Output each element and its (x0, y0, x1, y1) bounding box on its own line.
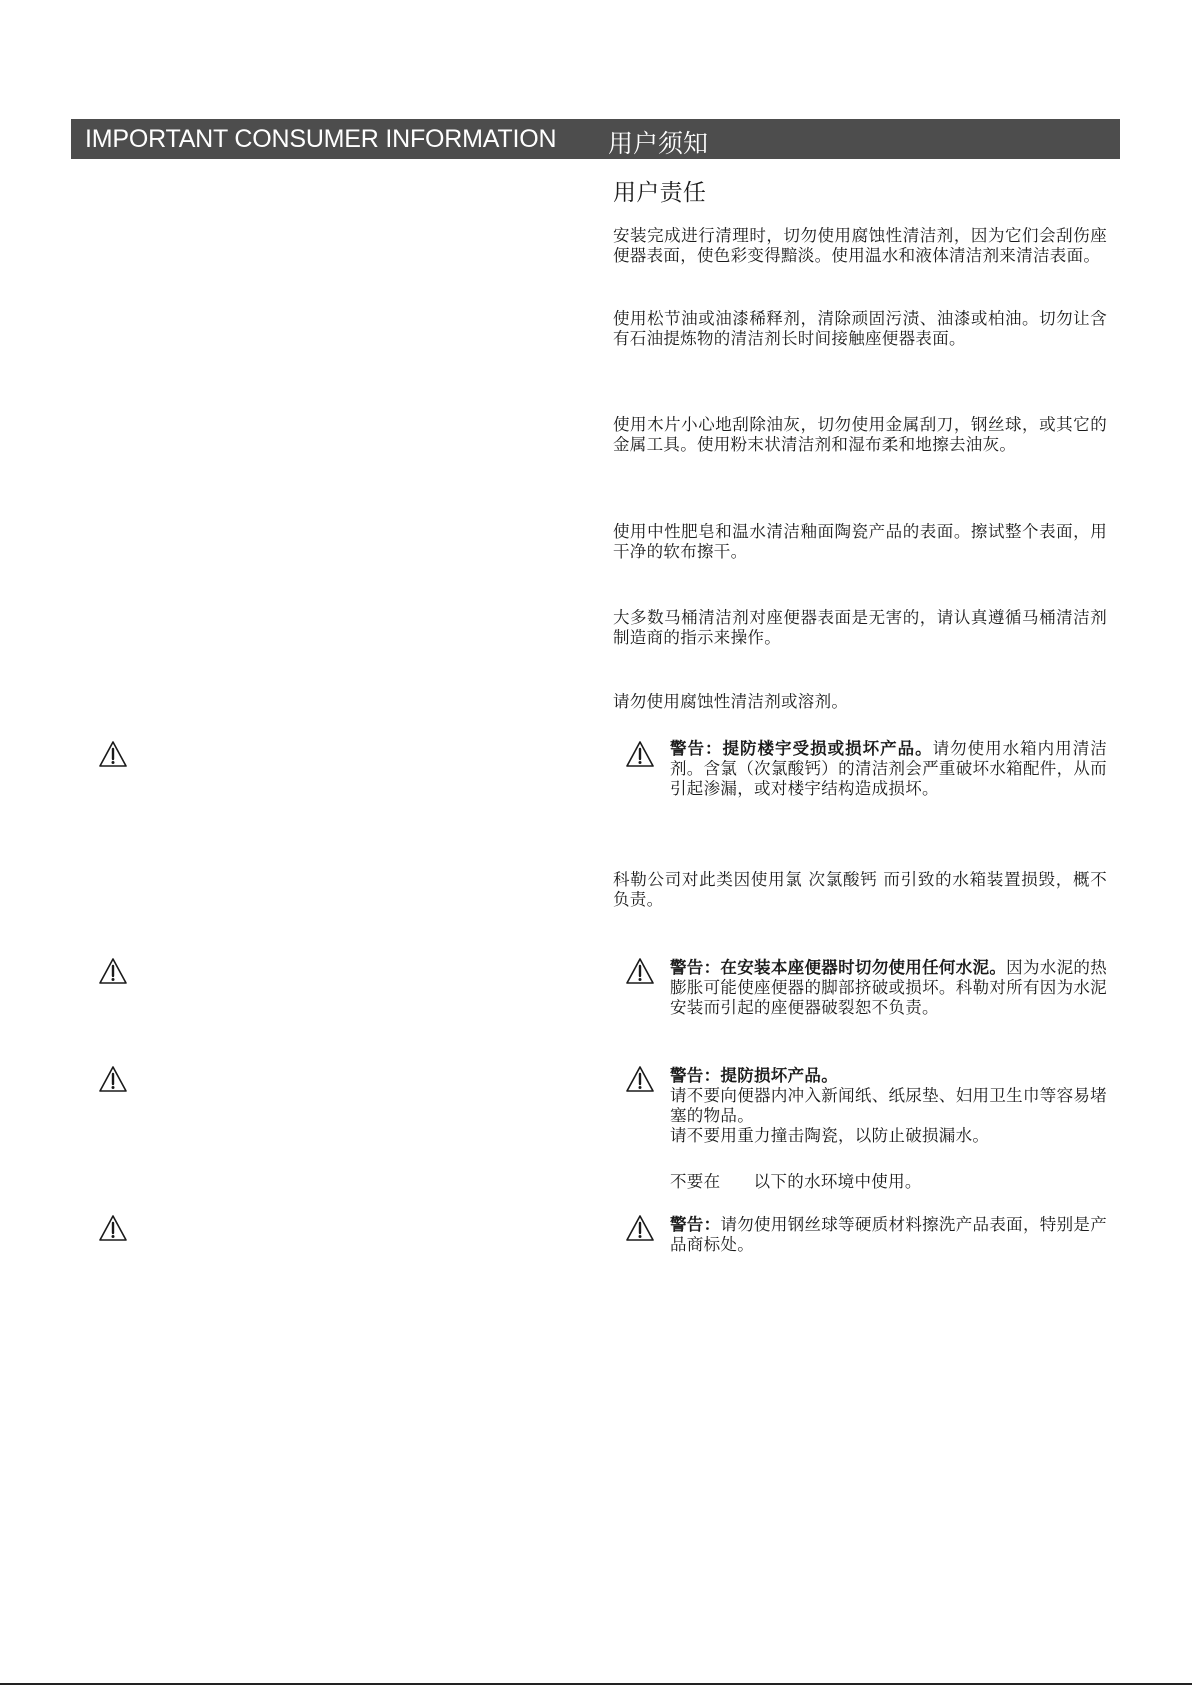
warning-line-temperature: 不要在 以下的水环境中使用。 (670, 1172, 922, 1191)
paragraph-cleaning: 安装完成进行清理时，切勿使用腐蚀性清洁剂，因为它们会刮伤座便器表面，使色彩变得黯淡。使用温水和液体清洁剂来清洁表面。 (613, 226, 1107, 265)
warning-building-damage (670, 739, 1107, 799)
warning-triangle-icon (98, 1065, 128, 1093)
warning-body: 因为水泥的热膨胀可能使座便器的脚部挤破或损坏。科勒对所有因为水泥安装而引起的座便器破裂恕不负责。 (670, 958, 1107, 1017)
warning-no-steel-wool (670, 1215, 1107, 1255)
header-title-en: IMPORTANT CONSUMER INFORMATION (85, 125, 557, 153)
warning-title: 警告：提防楼宇受损或损坏产品。 (670, 739, 933, 758)
warning-title: 警告：在安装本座便器时切勿使用任何水泥。 (670, 958, 1007, 977)
warning-title: 警告：提防损坏产品。 (670, 1066, 838, 1085)
warning-product-damage (670, 1066, 1107, 1146)
warning-triangle-icon (98, 740, 128, 768)
disclaimer-text: 科勒公司对此类因使用氯 次氯酸钙 而引致的水箱装置损毁，概不负责。 (613, 870, 1107, 909)
paragraph-no-abrasives: 请勿使用腐蚀性清洁剂或溶剂。 (613, 692, 849, 711)
paragraph-toilet-cleaner: 大多数马桶清洁剂对座便器表面是无害的，请认真遵循马桶清洁剂制造商的指示来操作。 (613, 608, 1107, 647)
warning-triangle-icon (625, 1065, 655, 1093)
warning-no-cement (670, 958, 1107, 1018)
warning-triangle-icon (98, 957, 128, 985)
warning-triangle-icon (98, 1214, 128, 1242)
paragraph-putty: 使用木片小心地刮除油灰，切勿使用金属刮刀，钢丝球，或其它的金属工具。使用粉末状清洁剂和湿布柔和地擦去油灰。 (613, 415, 1107, 454)
warning-body: 请勿使用水箱内用清洁剂。含氯（次氯酸钙）的清洁剂会严重破坏水箱配件，从而引起渗漏，或对楼宇结构造成损坏。 (670, 739, 1107, 798)
warning-line-flush: 请不要向便器内冲入新闻纸、纸尿垫、妇用卫生巾等容易堵塞的物品。 (670, 1086, 1107, 1125)
warning-triangle-icon (625, 957, 655, 985)
header-title-zh: 用户须知 (608, 129, 709, 158)
section-heading: 用户责任 (613, 180, 707, 206)
header-bar (71, 119, 1120, 159)
paragraph-ceramic: 使用中性肥皂和温水清洁釉面陶瓷产品的表面。擦试整个表面，用干净的软布擦干。 (613, 522, 1107, 561)
warning-title: 警告： (670, 1215, 721, 1234)
warning-triangle-icon (625, 1214, 655, 1242)
paragraph-stains: 使用松节油或油漆稀释剂，清除顽固污渍、油漆或柏油。切勿让含有石油提炼物的清洁剂长时间接触座便器表面。 (613, 309, 1107, 348)
warning-triangle-icon (625, 740, 655, 768)
warning-line-impact: 请不要用重力撞击陶瓷，以防止破损漏水。 (670, 1126, 990, 1145)
warning-body: 请勿使用钢丝球等硬质材料擦洗产品表面，特别是产品商标处。 (670, 1215, 1108, 1254)
